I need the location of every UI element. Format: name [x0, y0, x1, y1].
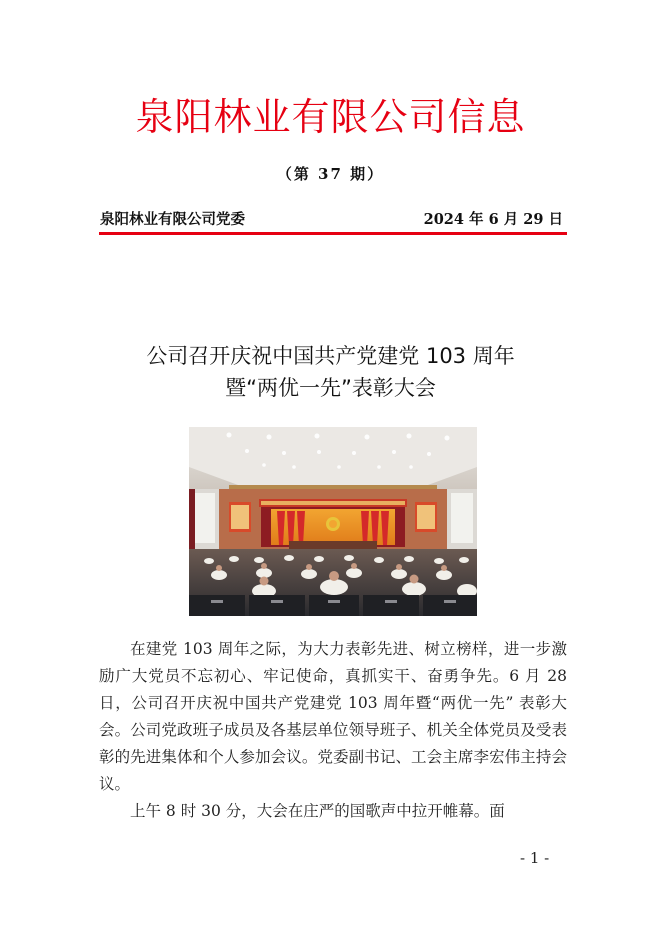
article-body [99, 636, 567, 825]
page-number: - 1 - [520, 849, 550, 867]
header-divider [99, 232, 567, 235]
article-title [0, 340, 661, 404]
article-title-line-2: 暨“两优一先”表彰大会 [225, 376, 436, 400]
party-emblem-icon [326, 517, 340, 531]
article-paragraph: 上午 8 时 30 分，大会在庄严的国歌声中拉开帷幕。面 [130, 802, 505, 820]
issuing-organization: 泉阳林业有限公司党委 [100, 212, 245, 228]
conference-hall-photo-icon [189, 427, 477, 616]
issue-date: 2024 年 6 月 29 日 [423, 211, 563, 228]
conference-photo [189, 427, 477, 616]
article-paragraph: 在建党 103 周年之际，为大力表彰先进、树立榜样，进一步激励广大党员不忘初心、牢记使命，真抓实干、奋勇争先。6 月 28 日，公司召开庆祝中国共产党建党 103 周年暨“两优一先” 表彰大会。公司党政班子成员及各基层单位领导班子、机关全体党员及受表彰的先进集体和个人参加会议。党委副书记、工会主席李宏伟主持会议。 [99, 640, 567, 793]
masthead-title: 泉阳林业有限公司信息 [135, 95, 526, 139]
article-title-line-1: 公司召开庆祝中国共产党建党 103 周年 [146, 344, 515, 368]
issue-number: （第 37 期） [276, 165, 385, 183]
